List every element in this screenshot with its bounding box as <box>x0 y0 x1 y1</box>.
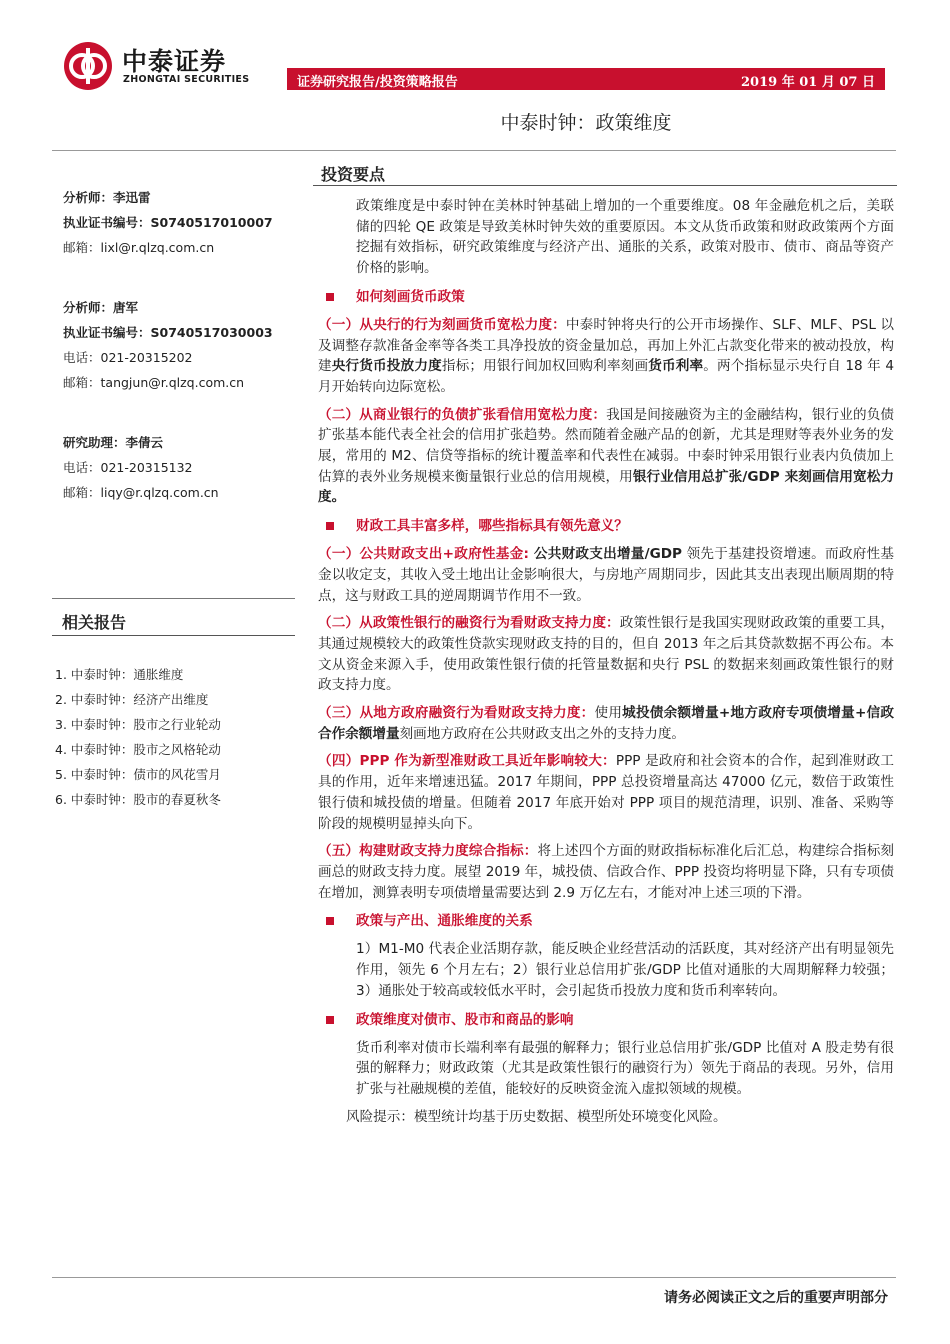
bullet-heading-monetary: 如何刻画货币政策 <box>318 286 894 308</box>
intro-paragraph: 政策维度是中泰时钟在美林时钟基础上增加的一个重要维度。08 年金融危机之后，美联储的四轮 QE 政策是导致美林时钟失效的重要原因。本文从货币政策和财政政策两个方面挖掘有效指标，研究政策维度与经济产出、通胀的关系，政策对股市、债市、商品等资产价格的影响。 <box>356 198 894 277</box>
page-title: 中泰时钟：政策维度 <box>500 112 672 134</box>
analyst-email[interactable]: tangjun@r.qlzq.com.cn <box>100 375 245 390</box>
analyst-phone: 021-20315202 <box>100 350 193 365</box>
related-reports-title: 相关报告 <box>62 613 127 632</box>
report-body <box>318 196 894 1127</box>
related-report-item[interactable]: 4. 中泰时钟：股市之风格轮动 <box>55 742 221 757</box>
paragraph-output-inflation: 1）M1-M0 代表企业活期存款，能反映企业经营活动的活跃度，其对经济产出有明显领先作用，领先 6 个月左右；2）银行业总信用扩张/GDP 比值对通胀的大周期解释力较强；3）通胀处于较高或较低水平时，会引起货币投放力度和货币利率转向。 <box>356 941 894 999</box>
analyst-name: 李倩云 <box>125 435 164 450</box>
bullet-heading-asset-impact: 政策维度对债市、股市和商品的影响 <box>318 1009 894 1031</box>
paragraph-asset-impact: 货币利率对债市长端利率有最强的解释力；银行业总信用扩张/GDP 比值对 A 股走势有很强的解释力；财政政策（尤其是政策性银行的融资行为）领先于商品的表现。另外，信用扩张与社融规模的差值，能较好的反映资金流入虚拟领域的规模。 <box>356 1039 894 1097</box>
report-category-bar <box>287 68 885 90</box>
bullet-heading-fiscal: 财政工具丰富多样，哪些指标具有领先意义？ <box>318 515 894 537</box>
related-reports-header <box>52 608 295 636</box>
header-divider <box>52 150 896 151</box>
paragraph-central-bank: （一）从央行的行为刻画货币宽松力度：中泰时钟将央行的公开市场操作、SLF、MLF、PSL 以及调整存款准备金率等各类工具净投放的资金量加总，再加上外汇占款变化带来的被动投放，构建央行货币投放力度指标；用银行间加权回购利率刻画货币利率。两个指标显示央行自 18 年 4 月开始转向边际宽松。 <box>318 316 895 395</box>
square-bullet-icon <box>326 522 334 530</box>
investment-highlights-header <box>313 160 897 186</box>
paragraph-composite-index: （五）构建财政支持力度综合指标：将上述四个方面的财政指标标准化后汇总，构建综合指标刻画总的财政支持力度。展望 2019 年，城投债、信政合作、PPP 投资均将明显下降，只有专项债在增加，测算表明专项债增量需要达到 2.9 万亿左右，才能对冲上述三项的下滑。 <box>318 843 895 901</box>
analyst-email[interactable]: lixl@r.qlzq.com.cn <box>100 240 215 255</box>
bullet-heading-output-inflation: 政策与产出、通胀维度的关系 <box>318 910 894 932</box>
paragraph-local-government: （三）从地方政府融资行为看财政支持力度：使用城投债余额增量+地方政府专项债增量+信政合作余额增量刻画地方政府在公共财政支出之外的支持力度。 <box>318 705 895 742</box>
square-bullet-icon <box>326 293 334 301</box>
paragraph-public-finance: （一）公共财政支出+政府性基金: 公共财政支出增量/GDP 领先于基建投资增速。而政府性基金以收定支，其收入受土地出让金影响很大，与房地产周期同步，因此其支出表现出顺周期的特点，这与财政工具的逆周期调节作用不一致。 <box>318 546 894 604</box>
analyst-email[interactable]: liqy@r.qlzq.com.cn <box>100 485 219 500</box>
zhongtai-logo-icon <box>62 40 114 92</box>
risk-warning: 风险提示：模型统计均基于历史数据、模型所处环境变化风险。 <box>346 1108 727 1125</box>
analyst-block-3: 研究助理：李倩云 电话：021-20315132 邮箱：liqy@r.qlzq.com.cn <box>63 435 219 500</box>
logo-text-cn: 中泰证券 <box>122 47 227 76</box>
report-category: 证券研究报告/投资策略报告 <box>297 75 458 90</box>
related-report-item[interactable]: 2. 中泰时钟：经济产出维度 <box>55 692 209 707</box>
company-logo <box>62 40 262 92</box>
square-bullet-icon <box>326 917 334 925</box>
analyst-block-1: 分析师：李迅雷 执业证书编号：S0740517010007 邮箱：lixl@r.qlzq.com.cn <box>63 190 273 255</box>
footer-divider <box>52 1277 896 1278</box>
analyst-block-2: 分析师：唐军 执业证书编号：S0740517030003 电话：021-20315202 邮箱：tangjun@r.qlzq.com.cn <box>63 300 273 390</box>
disclaimer-note: 请务必阅读正文之后的重要声明部分 <box>664 1290 888 1306</box>
analyst-cert: S0740517010007 <box>150 215 273 230</box>
paragraph-commercial-bank: （二）从商业银行的负债扩张看信用宽松力度：我国是间接融资为主的金融结构，银行业的负债扩张基本能代表全社会的信用扩张趋势。然而随着金融产品的创新，尤其是理财等表外业务的发展，常用的 M2、信贷等指标的统计覆盖率和代表性在减弱。中泰时钟采用银行业表内负债加上估算的表外业务规模来衡量银行业总的信用规模，用银行业信用总扩张/GDP 来刻画信用宽松力度。 <box>318 406 894 506</box>
report-date: 2019 年 01 月 07 日 <box>741 75 875 90</box>
analyst-phone: 021-20315132 <box>100 460 193 475</box>
analyst-name: 唐军 <box>113 300 139 315</box>
section-title: 投资要点 <box>321 165 386 184</box>
analyst-cert: S0740517030003 <box>150 325 273 340</box>
paragraph-policy-bank: （二）从政策性银行的融资行为看财政支持力度：政策性银行是我国实现财政政策的重要工具，其通过规模较大的政策性贷款实现财政支持的目的，但自 2013 年之后其贷款数据不再公布。本文从资金来源入手，使用政策性银行债的托管量数据和央行 PSL 的数据来刻画政策性银行的财政支持力度。 <box>318 615 895 694</box>
logo-text-en: ZHONGTAI SECURITIES <box>123 74 250 85</box>
square-bullet-icon <box>326 1016 334 1024</box>
related-report-item[interactable]: 6. 中泰时钟：股市的春夏秋冬 <box>55 792 221 807</box>
sidebar-divider <box>52 598 295 599</box>
analyst-name: 李迅雷 <box>113 190 151 205</box>
related-report-item[interactable]: 1. 中泰时钟：通胀维度 <box>55 667 184 682</box>
paragraph-ppp: （四）PPP 作为新型准财政工具近年影响较大：PPP 是政府和社会资本的合作，起到准财政工具的作用，近年来增速迅猛。2017 年期间，PPP 总投资增量高达 47000 亿元，数倍于政策性银行债和城投债的增量。但随着 2017 年底开始对 PPP 项目的规范清理，识别、准备、采购等阶段的规模明显掉头向下。 <box>318 753 894 832</box>
related-reports-list <box>55 662 221 812</box>
related-report-item[interactable]: 3. 中泰时钟：股市之行业轮动 <box>55 717 221 732</box>
related-report-item[interactable]: 5. 中泰时钟：债市的风花雪月 <box>55 767 221 782</box>
